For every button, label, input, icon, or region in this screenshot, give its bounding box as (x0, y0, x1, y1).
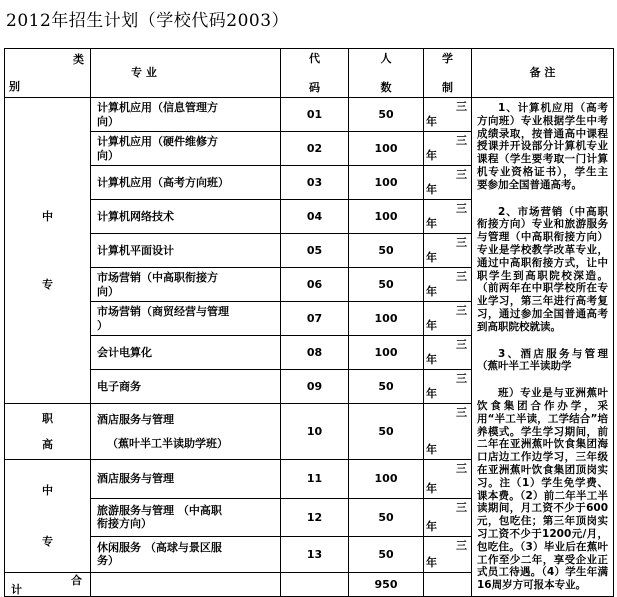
page-title: 2012年招生计划（学校代码2003） (6, 11, 290, 31)
total-label: 合 计 (5, 572, 91, 596)
count-cell: 50 (349, 536, 424, 572)
years-cell: 三 年 (424, 370, 472, 404)
header-count: 人 数 (349, 49, 424, 98)
count-cell: 50 (349, 370, 424, 404)
code-cell: 05 (281, 234, 349, 268)
count-cell: 50 (349, 498, 424, 536)
header-major: 专 业 (91, 49, 281, 98)
header-code: 代 码 (281, 49, 349, 98)
total-major-empty (91, 572, 281, 596)
count-cell: 50 (349, 234, 424, 268)
code-cell: 12 (281, 498, 349, 536)
major-cell: 计算机应用（信息管理方 向） (91, 98, 281, 132)
major-cell: 市场营销（中高职衔接方 向） (91, 268, 281, 302)
code-cell: 01 (281, 98, 349, 132)
category-zhongzhuan-2: 中 专 (5, 460, 91, 573)
notes-cell: 1、计算机应用（高考方向班）专业根据学生中考成绩录取，按普通高中课程授课并开设部分计算机专业课程（学生要考取一门计算机专业资格证书），学生主要参加全国普通高考。 2、市场营销（中高职衔接方向）专业和旅游服务与管理（中高职衔接方向）专业是学校教学改革专业，通过中高职衔接方式，让中职学生到高职院校深造。（前两年在中职学校所在专业学习，第三年进行高考复习，通过参加全国普通高考到高职院校就读。 3、酒店服务与管理（蕉叶半工半读助学 班）专业是与亚洲蕉叶饮食集团合作办学，采用“半工半读，工学结合”培养模式。学生学习期间，前二年在亚洲蕉叶饮食集团海口店边工作边学习，三年级在亚洲蕉叶饮食集团顶岗实习。注（1）学生免学费、课本费。（2）前二年半工半读期间，月工资不少于600元，包吃住；第三年顶岗实习工资不少于1200元/月，包吃住。（3）毕业后在蕉叶工作至少二年，享受企业正式员工待遇。（4）学生年满16周岁方可报本专业。 (472, 98, 614, 597)
major-cell: 计算机应用（硬件维修方 向） (91, 132, 281, 166)
major-cell: 旅游服务与管理 （中高职 衔接方向） (91, 498, 281, 536)
count-cell: 50 (349, 404, 424, 460)
code-cell: 09 (281, 370, 349, 404)
major-cell: 休闲服务 （高球与景区服 务） (91, 536, 281, 572)
years-cell: 三 年 (424, 498, 472, 536)
years-cell: 三 年 (424, 536, 472, 572)
total-years-empty (424, 572, 472, 596)
table-header-row (5, 49, 614, 98)
header-notes: 备 注 (472, 49, 614, 98)
major-cell: 会计电算化 (91, 336, 281, 370)
years-cell: 三 年 (424, 132, 472, 166)
major-cell: 计算机应用（高考方向班） (91, 166, 281, 200)
major-cell: 酒店服务与管理 （蕉叶半工半读助学班） (91, 404, 281, 460)
years-cell: 三 年 (424, 234, 472, 268)
major-cell: 市场营销（商贸经营与管理 ） (91, 302, 281, 336)
count-cell: 50 (349, 268, 424, 302)
years-cell: 三 年 (424, 404, 472, 460)
code-cell: 13 (281, 536, 349, 572)
major-cell: 酒店服务与管理 (91, 460, 281, 499)
category-zhongzhuan: 中 专 (5, 98, 91, 404)
major-cell: 计算机平面设计 (91, 234, 281, 268)
years-cell: 三 年 (424, 302, 472, 336)
code-cell: 03 (281, 166, 349, 200)
total-code-empty (281, 572, 349, 596)
years-cell: 三 年 (424, 460, 472, 499)
years-cell: 三 年 (424, 336, 472, 370)
code-cell: 10 (281, 404, 349, 460)
table-row (5, 98, 614, 132)
count-cell: 100 (349, 460, 424, 499)
years-cell: 三 年 (424, 166, 472, 200)
count-cell: 100 (349, 132, 424, 166)
code-cell: 04 (281, 200, 349, 234)
years-cell: 三 年 (424, 98, 472, 132)
code-cell: 02 (281, 132, 349, 166)
major-cell: 计算机网络技术 (91, 200, 281, 234)
count-cell: 100 (349, 302, 424, 336)
header-years: 学 制 (424, 49, 472, 98)
count-cell: 100 (349, 336, 424, 370)
total-count: 950 (349, 572, 424, 596)
code-cell: 06 (281, 268, 349, 302)
years-cell: 三 年 (424, 268, 472, 302)
years-cell: 三 年 (424, 200, 472, 234)
category-zhigao: 职 高 (5, 404, 91, 460)
count-cell: 50 (349, 98, 424, 132)
code-cell: 08 (281, 336, 349, 370)
major-cell: 电子商务 (91, 370, 281, 404)
count-cell: 100 (349, 200, 424, 234)
count-cell: 100 (349, 166, 424, 200)
code-cell: 07 (281, 302, 349, 336)
header-category: 类 别 (5, 49, 91, 98)
enrollment-plan-table (4, 48, 614, 597)
code-cell: 11 (281, 460, 349, 499)
